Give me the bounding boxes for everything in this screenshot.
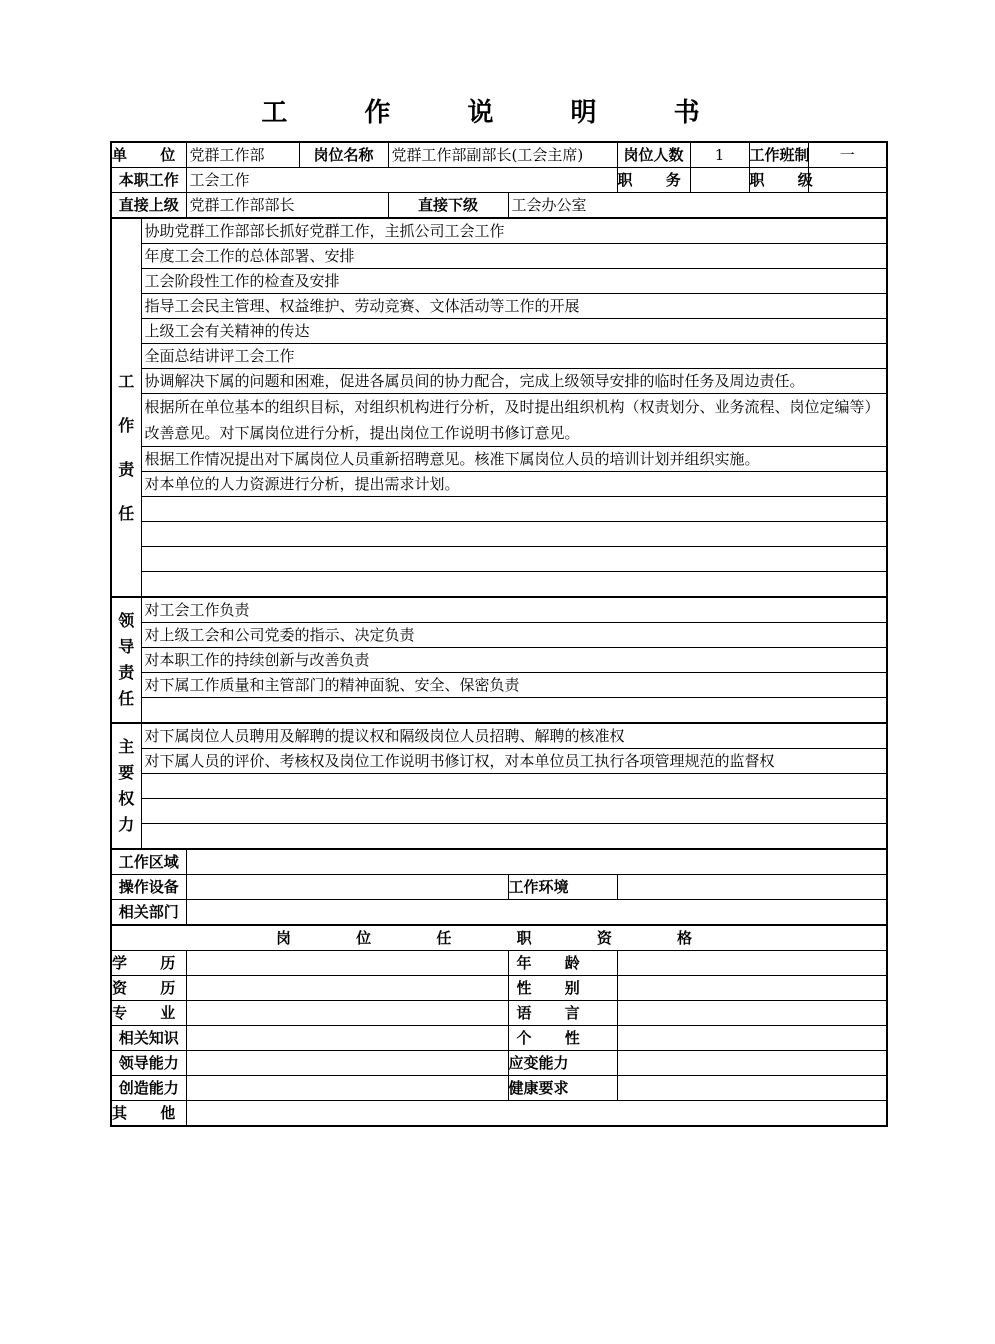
responsibility-item: 根据工作情况提出对下属岗位人员重新招聘意见。核准下属岗位人员的培训计划并组织实施。 xyxy=(141,447,887,472)
authority-item xyxy=(141,774,887,799)
authority-item xyxy=(141,824,887,850)
responsibility-item xyxy=(141,497,887,522)
subordinate-value: 工会办公室 xyxy=(508,193,887,219)
adaptability-value xyxy=(617,1051,887,1076)
responsibility-item: 全面总结讲评工会工作 xyxy=(141,344,887,369)
leadership-ability-label: 领导能力 xyxy=(111,1051,186,1076)
responsibility-item xyxy=(141,572,887,598)
job-value: 工会工作 xyxy=(186,168,617,193)
related-dept-value xyxy=(186,900,887,926)
experience-value xyxy=(186,976,508,1001)
age-value xyxy=(617,951,887,976)
position-name-label: 岗位名称 xyxy=(299,142,388,168)
age-label: 年 龄 xyxy=(508,951,617,976)
leadership-item: 对上级工会和公司党委的指示、决定负责 xyxy=(141,623,887,648)
shift-label: 工作班制 xyxy=(749,142,808,168)
grade-label: 职 级 xyxy=(749,168,808,193)
equipment-label: 操作设备 xyxy=(111,875,186,900)
leadership-label: 领导责任 xyxy=(111,597,141,723)
duty-value xyxy=(690,168,749,193)
related-dept-label: 相关部门 xyxy=(111,900,186,926)
duty-label: 职 务 xyxy=(617,168,690,193)
major-label: 专 业 xyxy=(111,1001,186,1026)
gender-value xyxy=(617,976,887,1001)
authority-item: 对下属人员的评价、考核权及岗位工作说明书修订权，对本单位员工执行各项管理规范的监督权 xyxy=(141,749,887,774)
language-label: 语 言 xyxy=(508,1001,617,1026)
authority-item: 对下属岗位人员聘用及解聘的提议权和隔级岗位人员招聘、解聘的核准权 xyxy=(141,723,887,749)
responsibility-item: 对本单位的人力资源进行分析，提出需求计划。 xyxy=(141,472,887,497)
work-environment-label: 工作环境 xyxy=(508,875,617,900)
qualifications-heading: 岗 位 任 职 资 格 xyxy=(111,925,887,951)
health-label: 健康要求 xyxy=(508,1076,617,1101)
responsibility-item: 年度工会工作的总体部署、安排 xyxy=(141,244,887,269)
responsibility-item xyxy=(141,522,887,547)
responsibility-item: 协助党群工作部部长抓好党群工作，主抓公司工会工作 xyxy=(141,218,887,244)
responsibilities-label: 工作责任 xyxy=(111,218,141,597)
knowledge-value xyxy=(186,1026,508,1051)
leadership-item xyxy=(141,698,887,724)
personality-value xyxy=(617,1026,887,1051)
work-area-label: 工作区域 xyxy=(111,849,186,875)
position-name-value: 党群工作部副部长(工会主席) xyxy=(388,142,617,168)
headcount-label: 岗位人数 xyxy=(617,142,690,168)
unit-value: 党群工作部 xyxy=(186,142,299,168)
authority-item xyxy=(141,799,887,824)
headcount-value: 1 xyxy=(690,142,749,168)
subordinate-label: 直接下级 xyxy=(388,193,508,219)
superior-label: 直接上级 xyxy=(111,193,186,219)
other-value xyxy=(186,1101,887,1127)
leadership-item: 对本职工作的持续创新与改善负责 xyxy=(141,648,887,673)
creativity-value xyxy=(186,1076,508,1101)
leadership-ability-value xyxy=(186,1051,508,1076)
page-title: 工 作 说 明 书 xyxy=(261,98,734,128)
knowledge-label: 相关知识 xyxy=(111,1026,186,1051)
education-value xyxy=(186,951,508,976)
responsibility-item xyxy=(141,547,887,572)
superior-value: 党群工作部部长 xyxy=(186,193,388,219)
personality-label: 个 性 xyxy=(508,1026,617,1051)
responsibility-item: 协调解决下属的问题和困难，促进各属员间的协力配合，完成上级领导安排的临时任务及周边责任。 xyxy=(141,369,887,394)
experience-label: 资 历 xyxy=(111,976,186,1001)
responsibility-item: 上级工会有关精神的传达 xyxy=(141,319,887,344)
shift-value: 一 xyxy=(808,142,887,168)
education-label: 学 历 xyxy=(111,951,186,976)
job-label: 本职工作 xyxy=(111,168,186,193)
creativity-label: 创造能力 xyxy=(111,1076,186,1101)
leadership-item: 对工会工作负责 xyxy=(141,597,887,623)
equipment-value xyxy=(186,875,508,900)
leadership-item: 对下属工作质量和主管部门的精神面貌、安全、保密负责 xyxy=(141,673,887,698)
adaptability-label: 应变能力 xyxy=(508,1051,617,1076)
authority-label: 主要权力 xyxy=(111,723,141,849)
responsibility-item: 指导工会民主管理、权益维护、劳动竞赛、文体活动等工作的开展 xyxy=(141,294,887,319)
other-label: 其 他 xyxy=(111,1101,186,1127)
major-value xyxy=(186,1001,508,1026)
unit-label: 单 位 xyxy=(111,142,186,168)
work-area-value xyxy=(186,849,887,875)
responsibility-item: 工会阶段性工作的检查及安排 xyxy=(141,269,887,294)
work-environment-value xyxy=(617,875,887,900)
gender-label: 性 别 xyxy=(508,976,617,1001)
job-description-table xyxy=(110,141,888,1127)
health-value xyxy=(617,1076,887,1101)
responsibility-item: 根据所在单位基本的组织目标，对组织机构进行分析，及时提出组织机构（权责划分、业务流程、岗位定编等）改善意见。对下属岗位进行分析，提出岗位工作说明书修订意见。 xyxy=(141,394,887,447)
language-value xyxy=(617,1001,887,1026)
